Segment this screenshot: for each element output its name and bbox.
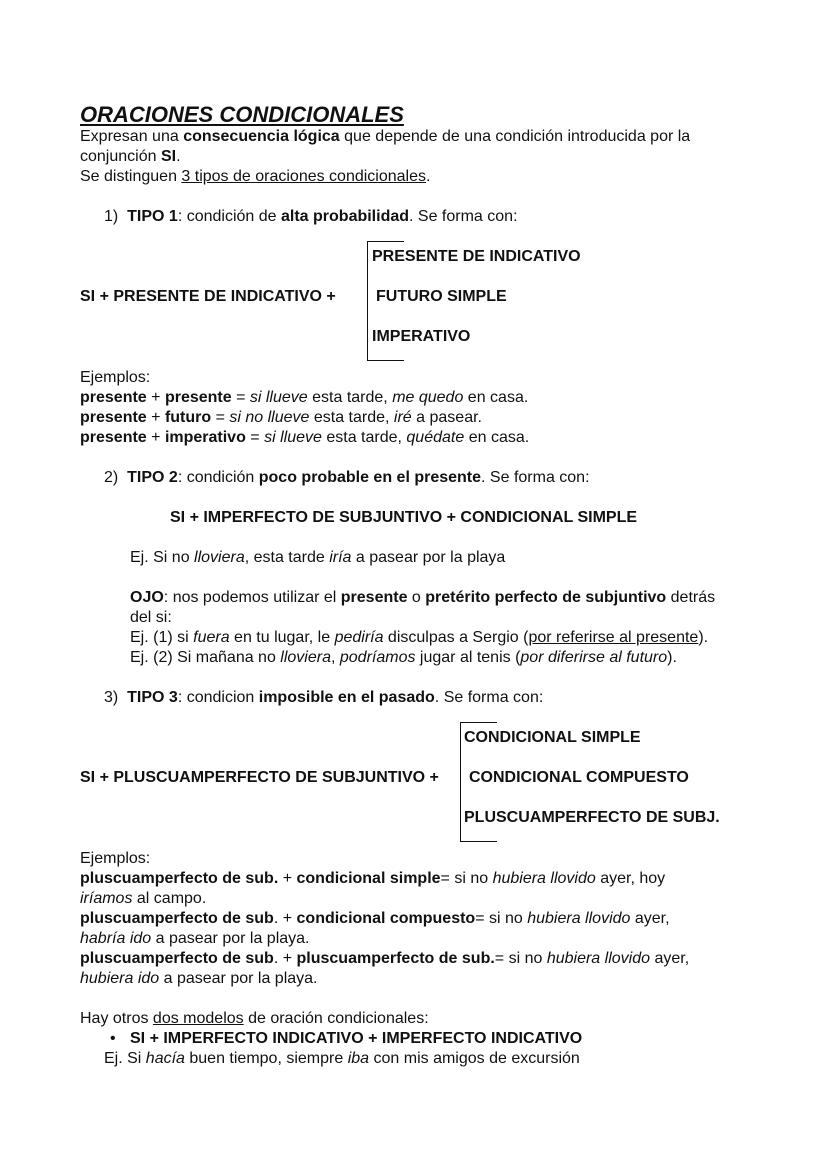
tipo1-option-1: PRESENTE DE INDICATIVO bbox=[372, 248, 581, 265]
tipo1-formula: SI + PRESENTE DE INDICATIVO + bbox=[80, 288, 336, 305]
tipo1-option-2: FUTURO SIMPLE bbox=[376, 288, 507, 305]
intro-line-1: Expresan una consecuencia lógica que depende de una condición introducida por la bbox=[80, 128, 691, 145]
tipo2-heading: 2) TIPO 2: condición poco probable en el presente. Se forma con: bbox=[104, 469, 590, 486]
tipo1-option-3: IMPERATIVO bbox=[372, 328, 471, 345]
tipo1-heading: 1) TIPO 1: condición de alta probabilidad. Se forma con: bbox=[104, 208, 518, 225]
tipo3-example-2-cont: habría ido a pasear por la playa. bbox=[80, 930, 310, 947]
tipo2-formula: SI + IMPERFECTO DE SUBJUNTIVO + CONDICIONAL SIMPLE bbox=[170, 509, 638, 526]
otros-example: Ej. Si hacía buen tiempo, siempre iba con mis amigos de excursión bbox=[104, 1050, 580, 1067]
tipo1-example-2: presente + futuro = si no llueve esta tarde, iré a pasear. bbox=[80, 409, 482, 426]
tipo3-option-2: CONDICIONAL COMPUESTO bbox=[469, 769, 689, 786]
tipo3-heading: 3) TIPO 3: condicion imposible en el pasado. Se forma con: bbox=[104, 689, 544, 706]
page-title: ORACIONES CONDICIONALES bbox=[80, 102, 404, 127]
tipo3-option-3: PLUSCUAMPERFECTO DE SUBJ. bbox=[464, 809, 720, 826]
tipo2-ojo-example-2: Ej. (2) Si mañana no lloviera, podríamos jugar al tenis (por diferirse al futuro). bbox=[130, 649, 677, 666]
bullet-icon: • bbox=[110, 1030, 116, 1047]
tipo3-example-1-cont: iríamos al campo. bbox=[80, 890, 207, 907]
tipo2-ojo-example-1: Ej. (1) si fuera en tu lugar, le pediría disculpas a Sergio (por referirse al presente). bbox=[130, 629, 709, 646]
tipo3-formula: SI + PLUSCUAMPERFECTO DE SUBJUNTIVO + bbox=[80, 769, 439, 786]
tipo1-ejemplos-label: Ejemplos: bbox=[80, 369, 151, 386]
tipo3-option-1: CONDICIONAL SIMPLE bbox=[464, 729, 641, 746]
tipo3-example-3-cont: hubiera ido a pasear por la playa. bbox=[80, 970, 318, 987]
tipo2-ojo-line-1: OJO: nos podemos utilizar el presente o pretérito perfecto de subjuntivo detrás bbox=[130, 589, 716, 606]
tipo3-example-3: pluscuamperfecto de sub. + pluscuamperfecto de sub.= si no hubiera llovido ayer, bbox=[80, 950, 690, 967]
tipo1-example-3: presente + imperativo = si llueve esta tarde, quédate en casa. bbox=[80, 429, 530, 446]
tipo3-example-1: pluscuamperfecto de sub. + condicional simple= si no hubiera llovido ayer, hoy bbox=[80, 870, 666, 887]
tipo3-ejemplos-label: Ejemplos: bbox=[80, 850, 151, 867]
tipo2-example: Ej. Si no lloviera, esta tarde iría a pasear por la playa bbox=[130, 549, 506, 566]
otros-intro: Hay otros dos modelos de oración condicionales: bbox=[80, 1010, 429, 1027]
tipo3-bracket bbox=[460, 722, 461, 842]
tipo1-bracket bbox=[367, 241, 368, 361]
tipo3-example-2: pluscuamperfecto de sub. + condicional compuesto= si no hubiera llovido ayer, bbox=[80, 910, 670, 927]
intro-line-3: Se distinguen 3 tipos de oraciones condicionales. bbox=[80, 168, 431, 185]
otros-formula: SI + IMPERFECTO INDICATIVO + IMPERFECTO INDICATIVO bbox=[130, 1030, 583, 1047]
tipo2-ojo-line-2: del si: bbox=[130, 609, 172, 626]
intro-line-2: conjunción SI. bbox=[80, 148, 181, 165]
tipo1-example-1: presente + presente = si llueve esta tarde, me quedo en casa. bbox=[80, 389, 529, 406]
